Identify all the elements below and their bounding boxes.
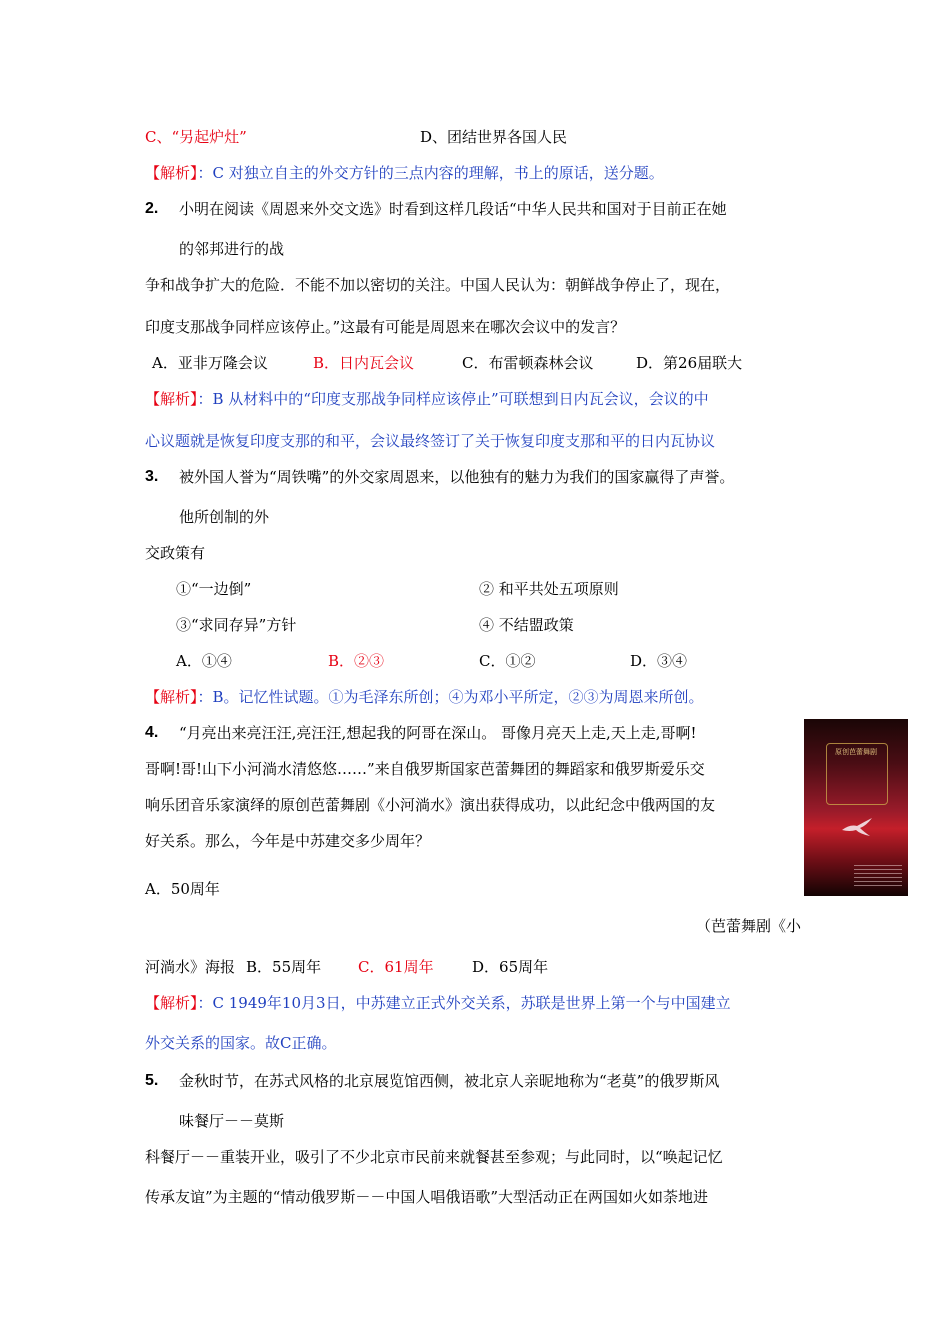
q1-option-d: D、团结世界各国人民 [420,128,568,146]
q4-option-c: C．61周年 [358,958,434,976]
q3-analysis [145,687,704,707]
q3-option-b: B．②③ [328,652,385,670]
q2-analysis-line2: 心议题就是恢复印度支那的和平，会议最终签订了关于恢复印度支那和平的日内瓦协议 [145,432,716,450]
q2-stem-line3: 争和战争扩大的危险．不能不加以密切的关注。中国人民认为：朝鲜战争停止了，现在， [145,276,731,294]
q3-option-d: D．③④ [630,652,688,670]
analysis-tag: 【解析】 [145,164,198,182]
analysis-tag: 【解析】 [145,390,198,408]
q3-stem-line1: 被外国人誉为“周铁嘴”的外交家周恩来，以他独有的魅力为我们的国家赢得了声誉。 [179,468,735,486]
q4-option-b: B．55周年 [246,958,322,976]
q4-analysis-line2: 外交关系的国家。故C正确。 [145,1034,337,1052]
q2-option-c: C．布雷顿森林会议 [462,354,594,372]
q2-analysis-line1 [145,389,709,409]
q2-option-d: D．第26届联大 [636,354,743,372]
q4-stem-line4: 好关系。那么，今年是中苏建交多少周年？ [145,832,431,850]
q4-stem-line1: “月亮出来亮汪汪,亮汪汪,想起我的阿哥在深山。 哥像月亮天上走,天上走,哥啊! [179,724,697,742]
q3-item-4: ④ 不结盟政策 [479,616,574,634]
q4-stem-line3: 响乐团音乐家演绎的原创芭蕾舞剧《小河淌水》演出获得成功，以此纪念中俄两国的友 [145,796,716,814]
poster-title: 原创芭蕾舞剧 [835,748,877,756]
q4-poster-caption-part1: （芭蕾舞剧《小 [696,917,802,935]
q3-option-c: C．①② [479,652,536,670]
poster-text-block [854,865,902,889]
q5-stem-line1: 金秋时节，在苏式风格的北京展览馆西侧，被北京人亲昵地称为“老莫”的俄罗斯风 [179,1072,720,1090]
q1-analysis [145,163,664,183]
q3-stem-line2: 他所创制的外 [179,508,270,526]
analysis-tag: 【解析】 [145,688,198,706]
q3-item-2: ② 和平共处五项原则 [479,580,619,598]
q2-option-a: A．亚非万隆会议 [152,354,268,372]
q5-number: 5. [145,1072,159,1089]
analysis-text: ：B 从材料中的“印度支那战争同样应该停止”可联想到日内瓦会议，会议的中 [197,390,709,408]
q3-stem-line3: 交政策有 [145,544,206,562]
q2-stem-line2: 的邻邦进行的战 [179,240,285,258]
q4-option-d: D．65周年 [472,958,549,976]
q2-stem-line1: 小明在阅读《周恩来外交文选》时看到这样几段话“中华人民共和国对于目前正在她 [179,200,727,218]
analysis-tag: 【解析】 [145,994,198,1012]
q4-number: 4. [145,724,159,741]
q5-stem-line4: 传承友谊”为主题的“情动俄罗斯－－中国人唱俄语歌”大型活动正在两国如火如荼地进 [145,1188,709,1206]
q1-option-c: C、“另起炉灶” [145,128,247,146]
analysis-text: ：C 1949年10月3日，中苏建立正式外交关系，苏联是世界上第一个与中国建立 [197,994,731,1012]
q3-option-a: A．①④ [176,652,232,670]
q4-poster-caption-part2: 河淌水》海报 [145,958,236,976]
analysis-text: ：B。记忆性试题。①为毛泽东所创；④为邓小平所定，②③为周恩来所创。 [197,688,704,706]
ballet-poster-image [804,719,908,896]
q3-item-3: ③“求同存异”方针 [176,616,297,634]
q2-stem-line4: 印度支那战争同样应该停止。”这最有可能是周恩来在哪次会议中的发言？ [145,318,626,336]
q5-stem-line2: 味餐厅－－莫斯 [179,1112,285,1130]
q5-stem-line3: 科餐厅－－重装开业，吸引了不少北京市民前来就餐甚至参观；与此同时，以“唤起记忆 [145,1148,723,1166]
q2-number: 2. [145,200,159,217]
analysis-text: ：C 对独立自主的外交方针的三点内容的理解，书上的原话，送分题。 [197,164,664,182]
q2-option-b: B．日内瓦会议 [313,354,415,372]
q3-item-1: ①“一边倒” [176,580,252,598]
q4-stem-line2: 哥啊!哥!山下小河淌水清悠悠……”来自俄罗斯国家芭蕾舞团的舞蹈家和俄罗斯爱乐交 [145,760,705,778]
q4-analysis-line1 [145,993,731,1013]
q4-option-a: A．50周年 [145,880,220,898]
q3-number: 3. [145,468,159,485]
dancer-figure-icon [840,814,874,838]
